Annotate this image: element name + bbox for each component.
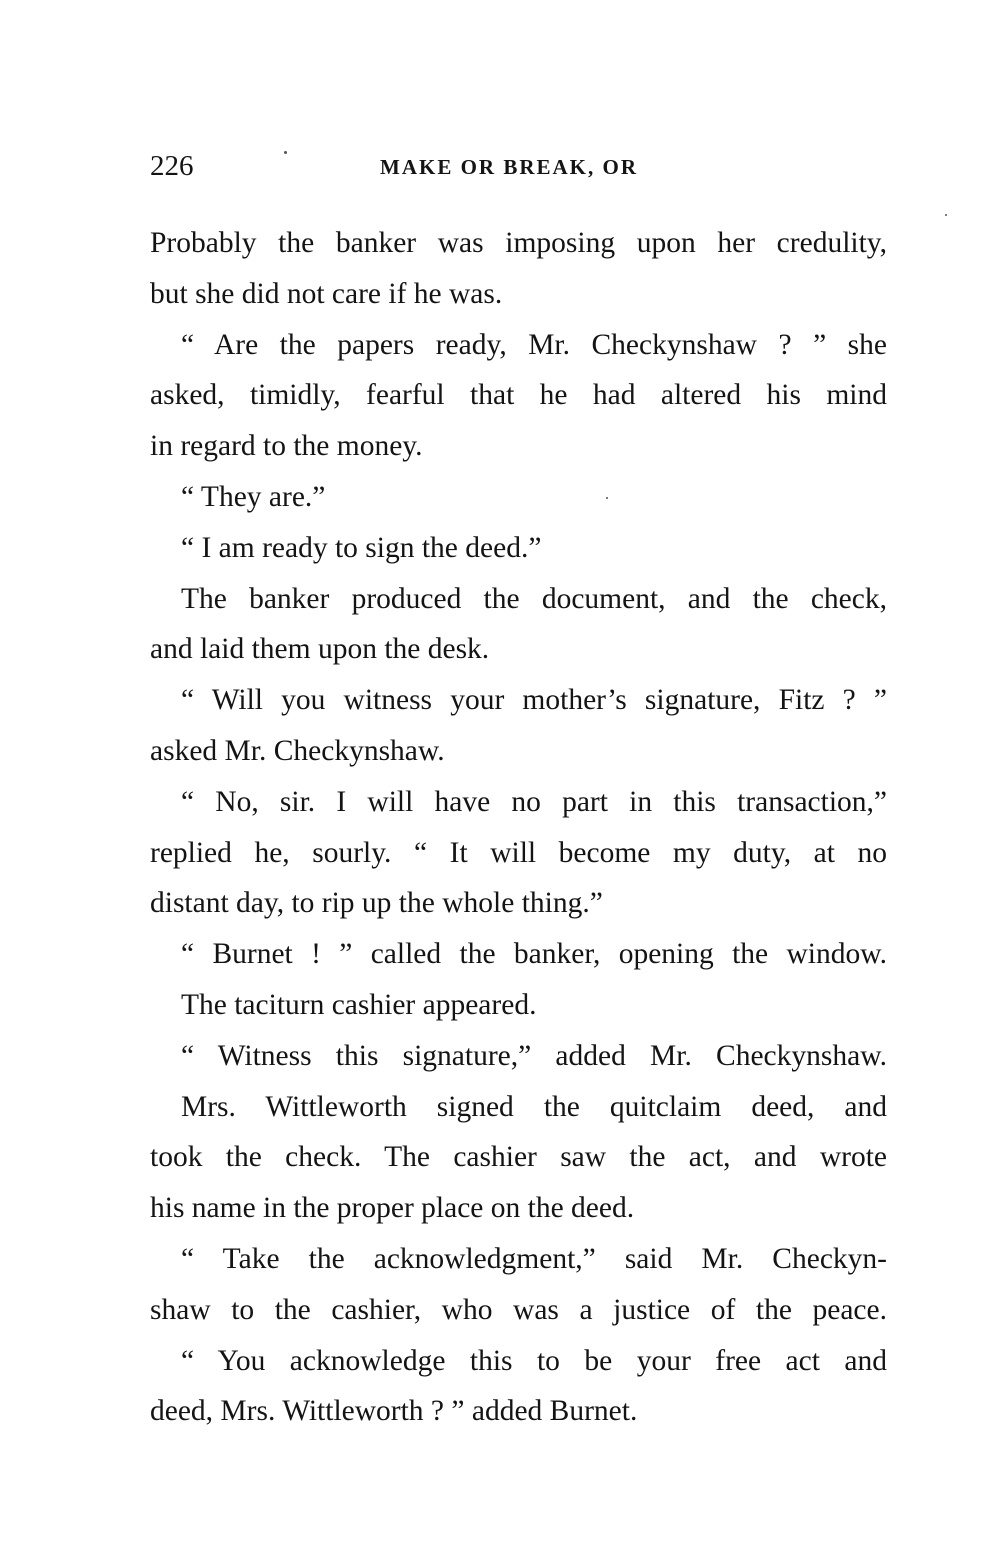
text-line: shaw to the cashier, who was a justice of the peace. [150,1293,887,1326]
text-line: The taciturn cashier appeared. [181,988,537,1021]
text-line: “ Are the papers ready, Mr. Checkynshaw ? ” she [181,328,887,361]
text-line: deed, Mrs. Wittleworth ? ” added Burnet. [150,1395,638,1428]
text-line: “ You acknowledge this to be your free act and [181,1344,887,1377]
text-line: “ They are.” [181,480,326,513]
text-line: replied he, sourly. “ It will become my duty, at no [150,836,887,869]
ink-speck [284,151,287,154]
text-line: but she did not care if he was. [150,277,503,310]
ink-speck [606,497,608,499]
text-line: “ I am ready to sign the deed.” [181,531,542,564]
ink-speck [945,214,947,216]
text-line: “ No, sir. I will have no part in this transaction,” [181,785,887,818]
running-title: MAKE OR BREAK, OR [380,155,639,179]
text-line: asked, timidly, fearful that he had altered his mind [150,379,887,412]
text-line: The banker produced the document, and the check, [181,582,887,615]
page-number: 226 [150,150,194,182]
text-line: and laid them upon the desk. [150,633,490,666]
text-line: “ Will you witness your mother’s signature, Fitz ? ” [181,684,887,717]
text-line: “ Witness this signature,” added Mr. Checkynshaw. [181,1039,887,1072]
text-line: his name in the proper place on the deed. [150,1192,635,1225]
text-line: “ Take the acknowledgment,” said Mr. Checkyn- [181,1242,887,1275]
text-line: asked Mr. Checkynshaw. [150,734,445,767]
body-text [150,218,887,1437]
page-header [150,146,890,186]
text-line: took the check. The cashier saw the act, and wrote [150,1141,887,1174]
text-line: distant day, to rip up the whole thing.” [150,887,603,920]
text-line: Mrs. Wittleworth signed the quitclaim deed, and [181,1090,887,1123]
text-line: “ Burnet ! ” called the banker, opening the window. [181,938,887,971]
text-line: in regard to the money. [150,430,423,463]
text-line: Probably the banker was imposing upon her credulity, [150,227,887,259]
